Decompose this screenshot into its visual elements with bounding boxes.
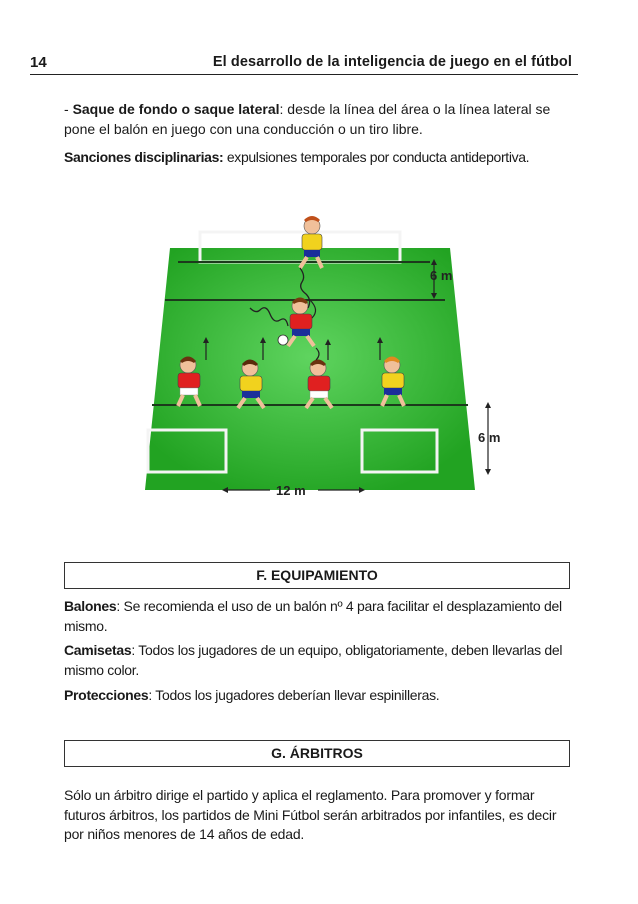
- dash-prefix: -: [64, 101, 73, 117]
- text-saque: : desde la línea del área o la línea lateral se pone el balón en juego con una conducción o un tiro libre.: [64, 101, 551, 137]
- term-protecciones: Protecciones: [64, 687, 149, 703]
- paragraph-protecciones: [64, 686, 576, 706]
- ball: [278, 335, 288, 345]
- paragraph-balones: [64, 597, 576, 636]
- term-camisetas: Camisetas: [64, 642, 132, 658]
- running-title: El desarrollo de la inteligencia de juego en el fútbol: [212, 54, 572, 70]
- section-title-arbitros: G. ÁRBITROS: [64, 740, 570, 767]
- paragraph-arbitros: Sólo un árbitro dirige el partido y aplica el reglamento. Para promover y formar futuros árbitros, los partidos de Mini Fútbol serán arbitrados por infantiles, es decir por niños menores de 14 años de edad.: [64, 787, 557, 842]
- term-sanciones: Sanciones disciplinarias:: [64, 149, 224, 165]
- text-camisetas: : Todos los jugadores de un equipo, obligatoriamente, deben llevarlas del mismo color.: [64, 642, 563, 678]
- term-balones: Balones: [64, 598, 117, 614]
- term-saque: Saque de fondo o saque lateral: [72, 101, 280, 117]
- field-diagram: [100, 210, 520, 500]
- label-6m-bottom: 6 m: [478, 430, 501, 445]
- paragraph-camisetas: [64, 641, 576, 680]
- page-number: 14: [30, 54, 47, 71]
- page-header: [30, 52, 578, 75]
- text-balones: : Se recomienda el uso de un balón nº 4 para facilitar el desplazamiento del mismo.: [64, 598, 562, 634]
- label-6m-top: 6 m: [430, 268, 453, 283]
- text-sanciones: expulsiones temporales por conducta antideportiva.: [223, 149, 530, 165]
- paragraph-saque: [64, 100, 576, 139]
- label-12m: 12 m: [276, 483, 306, 498]
- section-title-equipamiento: F. EQUIPAMIENTO: [64, 562, 570, 589]
- paragraph-sanciones: [64, 148, 576, 168]
- text-protecciones: : Todos los jugadores deberían llevar espinilleras.: [148, 687, 440, 703]
